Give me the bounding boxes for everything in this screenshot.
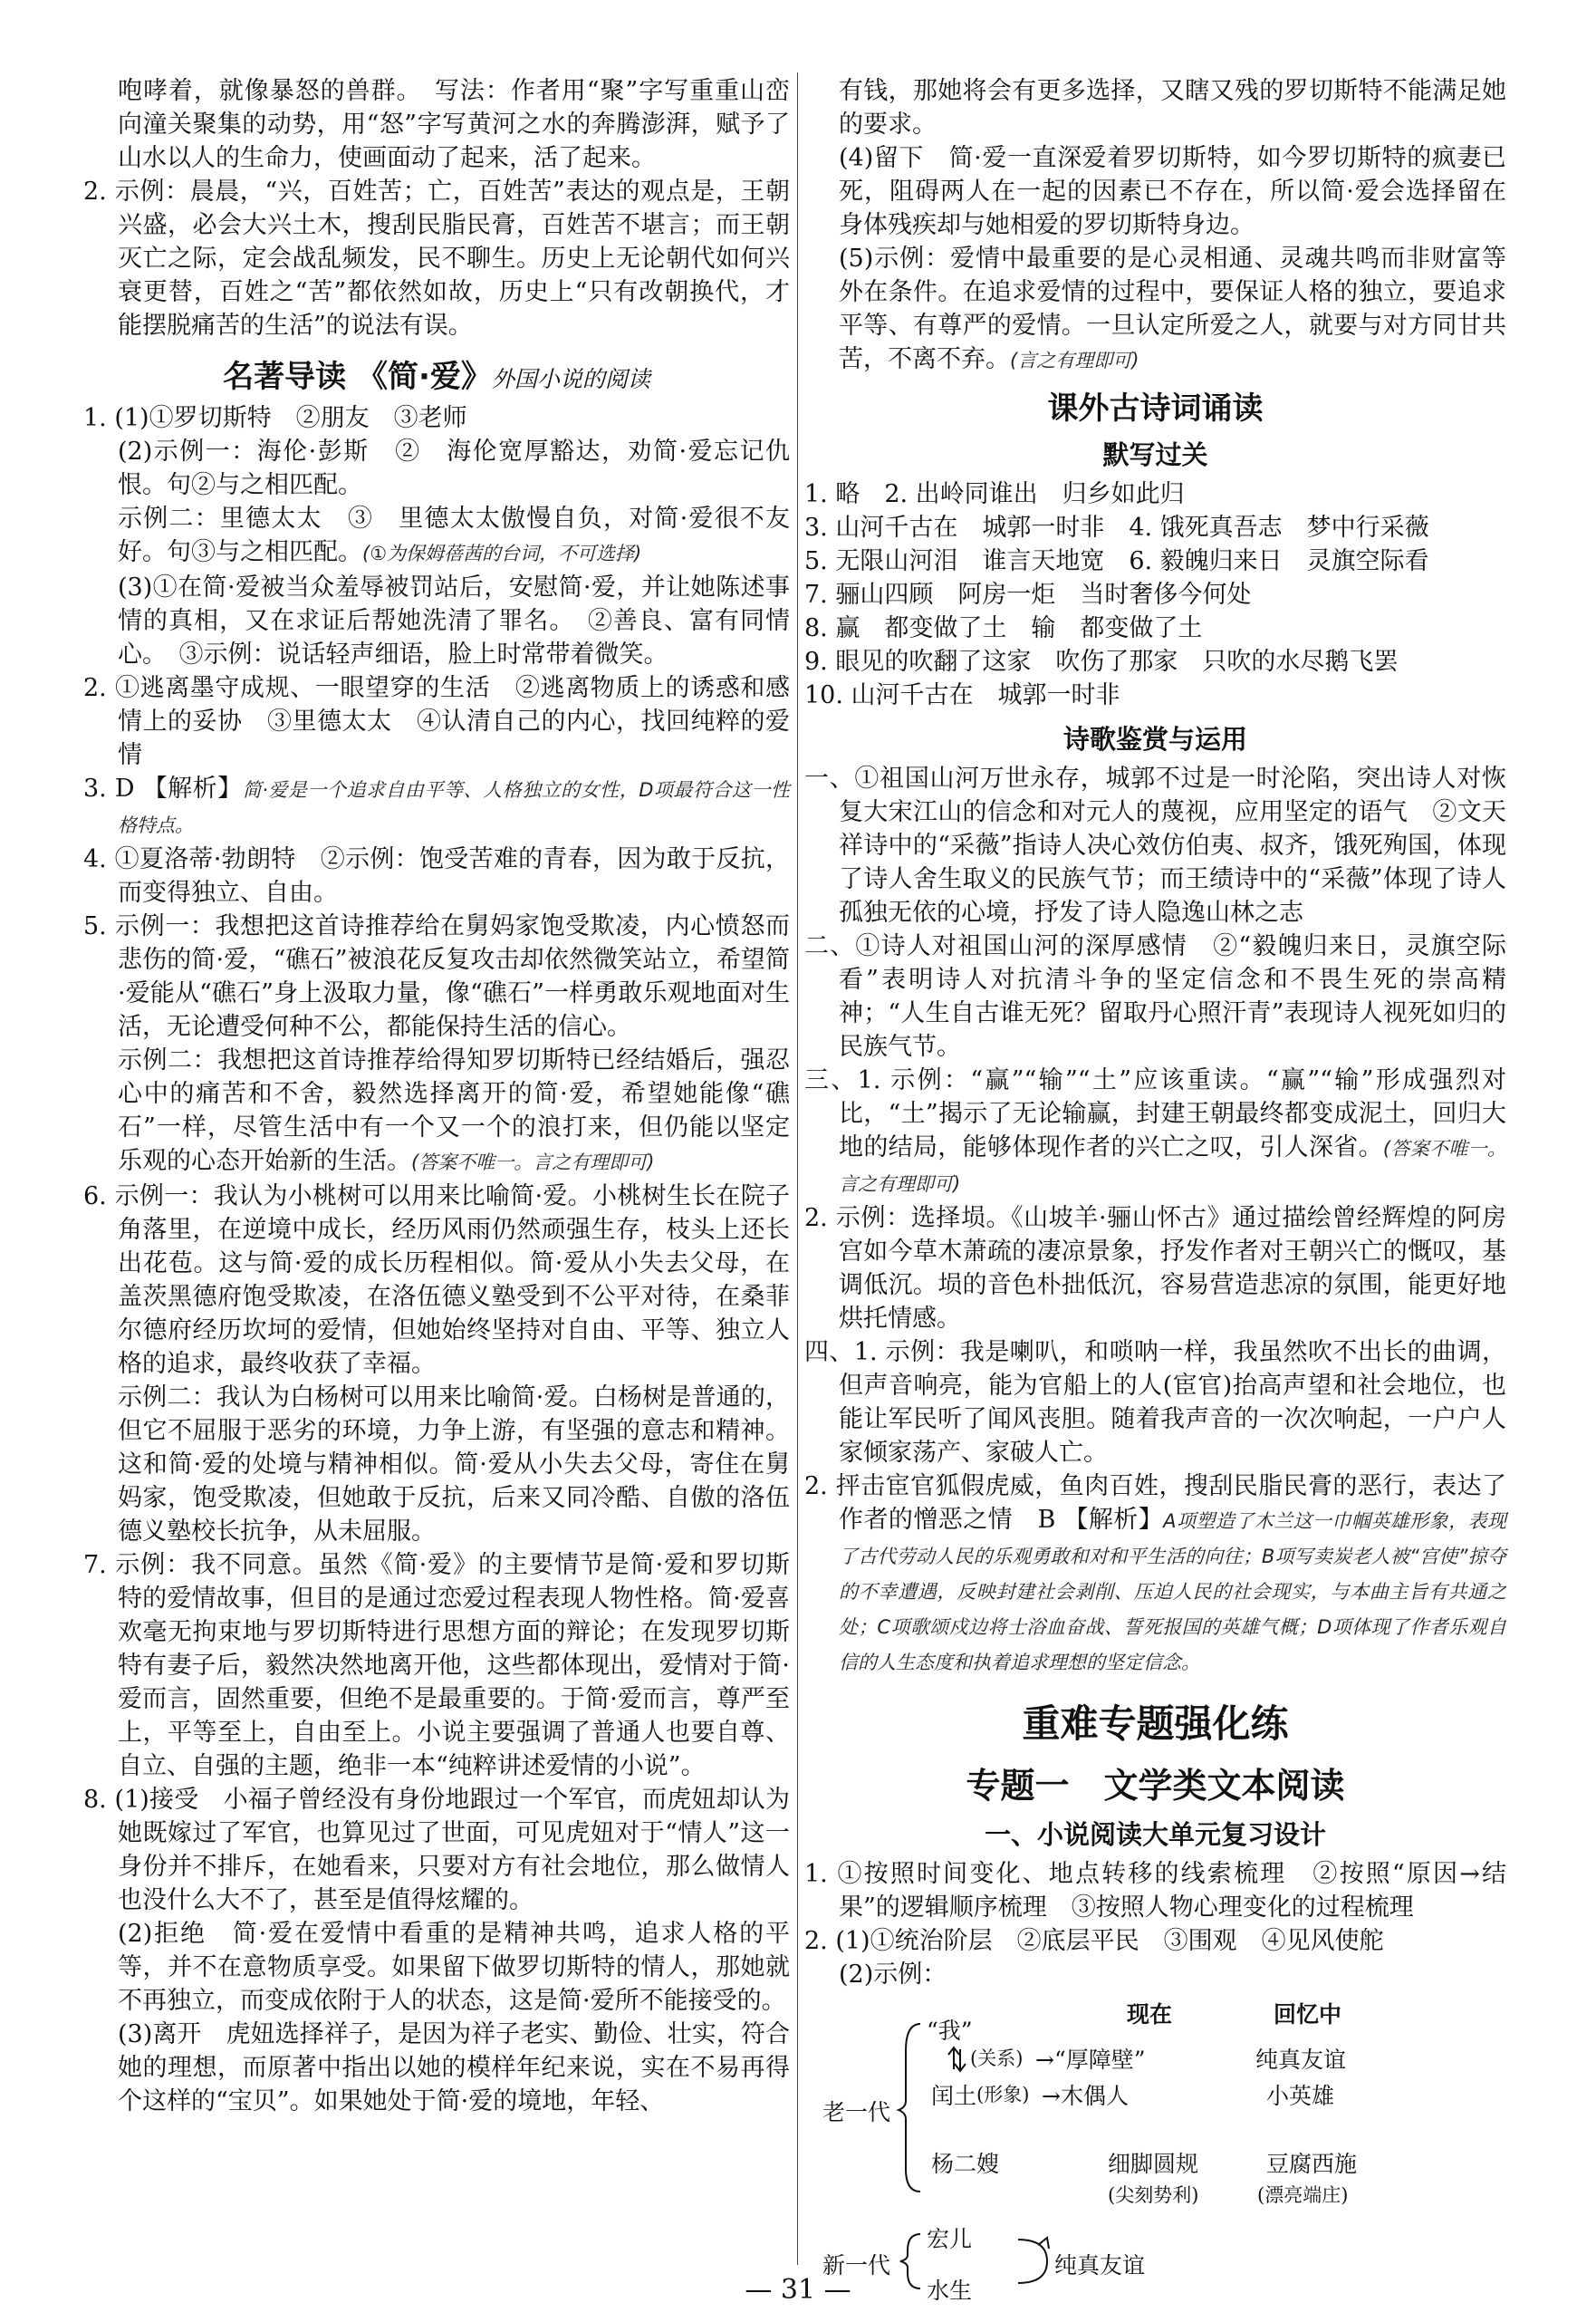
page-number: — 31 — bbox=[745, 2274, 851, 2306]
moxie-1: 1. 略 2. 出岭同谁出 归乡如此归 bbox=[804, 480, 1185, 508]
diagram-doufuxishi: 豆腐西施 bbox=[1266, 2151, 1358, 2177]
moxie-8: 8. 赢 都变做了土 输 都变做了土 bbox=[804, 614, 1203, 642]
q1c-note: (①为保姆蓓茜的台词，不可选择) bbox=[362, 543, 642, 564]
diagram-honger: 宏儿 bbox=[927, 2226, 973, 2252]
q5a: 5. 示例一：我想把这首诗推荐给在舅妈家饱受欺凌，内心愤怒而悲伤的简·爱，“礁石”被浪花反复攻击却依然微笑站立，希望简·爱能从“礁石”身上汲取力量，像“礁石”一样勇敢乐观地面对生活，无论遭受何种不公，都能保持生活的信心。 bbox=[83, 912, 790, 1041]
diagram-muouren: →木偶人 bbox=[1042, 2083, 1129, 2109]
diagram-col-now: 现在 bbox=[1127, 2001, 1173, 2028]
diagram-chunzhen-1: 纯真友谊 bbox=[1255, 2047, 1347, 2073]
q5b-text: 示例二：我想把这首诗推荐给得知罗切斯特已经结婚后，强忍心中的痛苦和不舍，毅然选择离开的简·爱，希望她能像“礁石”一样，尽管生活中有一个又一个的浪打来，但仍能以坚定乐观的心态开始新的生活。 bbox=[118, 1046, 790, 1175]
q3 bbox=[83, 772, 790, 843]
moxie-10: 10. 山河千古在 城郭一时非 bbox=[804, 681, 1120, 709]
topic-q1: 1. ①按照时间变化、地点转移的线索梳理 ②按照“原因→结果”的逻辑顺序梳理 ③按照人物心理变化的过程梳理 bbox=[804, 1860, 1506, 1922]
mingzhu-caption: 外国小说的阅读 bbox=[491, 366, 650, 392]
q5b bbox=[83, 1044, 790, 1180]
column-divider bbox=[797, 72, 798, 2265]
topic-subheading: 一、小说阅读大单元复习设计 bbox=[984, 1819, 1326, 1850]
jianshang-2: 二、①诗人对祖国山河的深厚感情 ②“毅魄归来日，灵旗空际看”表明诗人对抗清斗争的坚定信念和不畏生死的崇高精神；“人生自古谁无死？留取丹心照汗青”表现诗人视死如归的民族气节。 bbox=[804, 932, 1506, 1061]
subsection-jianshang-heading: 诗歌鉴赏与运用 bbox=[1062, 724, 1247, 755]
right-p2-note: (言之有理即可) bbox=[1010, 350, 1139, 371]
q1c bbox=[83, 502, 790, 571]
diagram-runtu: 闰土 bbox=[931, 2083, 977, 2109]
q3-note: 简·爱是一个追求自由平等、人格独立的女性，D项最符合这一性格特点。 bbox=[118, 779, 791, 836]
q1c-text: 示例二：里德太太 ③ 里德太太傲慢自负，对简·爱很不友好。句③与之相匹配。 bbox=[118, 505, 790, 566]
right-p2 bbox=[804, 242, 1506, 378]
q1b: (2)示例一：海伦·彭斯 ② 海伦宽厚豁达，劝简·爱忘记仇恨。句②与之相匹配。 bbox=[118, 438, 790, 499]
q4: 4. ①夏洛蒂·勃朗特 ②示例：饱受苦难的青春，因为敢于反抗，而变得独立、自由。 bbox=[83, 845, 790, 907]
q1a: 1. (1)①罗切斯特 ②朋友 ③老师 bbox=[83, 404, 467, 432]
diagram-piaoliang: (漂亮端庄) bbox=[1257, 2184, 1349, 2206]
diagram-xiaoyingxiong: 小英雄 bbox=[1266, 2083, 1335, 2109]
jianshang-3a bbox=[804, 1064, 1506, 1201]
mingzhu-title: 名著导读 《简·爱》 bbox=[223, 359, 492, 395]
jianshang-3a-text: 三、1. 示例：“赢”“输”“土”应该重读。“赢”“输”形成强烈对比，“土”揭示了无论输赢，封建王朝最终都变成泥土，回归大地的结局，能够体现作者的兴亡之叹，引人深省。 bbox=[804, 1066, 1506, 1161]
jianshang-3b: 2. 示例：选择埙。《山坡羊·骊山怀古》通过描绘曾经辉煌的阿房宫如今草木萧疏的凄凉景象，抒发作者对王朝兴亡的慨叹，基调低沉。埙的音色朴拙低沉，容易营造悲凉的氛围，能更好地烘托情感。 bbox=[804, 1204, 1506, 1333]
q6a: 6. 示例一：我认为小桃树可以用来比喻简·爱。小桃树生长在院子角落里，在逆境中成长，经历风雨仍然顽强生存，枝头上还长出花苞。这与简·爱的成长历程相似。简·爱从小失去父母，在盖茨黑德府饱受欺凌，在洛伍德义塾受到不公平对待，在桑菲尔德府经历坎坷的爱情，但她始终坚持对自由、平等、独立人格的追求，最终收获了幸福。 bbox=[83, 1182, 790, 1378]
topic-heading: 专题一 文学类文本阅读 bbox=[966, 1766, 1345, 1806]
diagram-houzhangbi: →“厚障壁” bbox=[1035, 2047, 1146, 2073]
subsection-moxie-heading: 默写过关 bbox=[1102, 439, 1208, 470]
jianshang-4a: 四、1. 示例：我是喇叭，和唢呐一样，我虽然吹不出长的曲调，但声音响亮，能为官船上的人(宦官)抬高声望和社会地位，也能让军民听了闻风丧胆。随着我声音的一次次响起，一户户人家倾家荡产、家破人亡。 bbox=[804, 1338, 1506, 1467]
diagram-xijiaoyuangui: 细脚圆规 bbox=[1108, 2151, 1199, 2177]
diagram-jianke: (尖刻势利) bbox=[1108, 2184, 1199, 2206]
right-p2-text: (5)示例：爱情中最重要的是心灵相通、灵魂共鸣而非财富等外在条件。在追求爱情的过程中，要保证人格的独立，要追求平等、有尊严的爱情。一旦认定所爱之人，就要与对方同甘共苦，不离不弃。 bbox=[839, 245, 1506, 373]
jianshang-4b-text: 2. 抨击宦官狐假虎威，鱼肉百姓，搜刮民脂民膏的恶行，表达了作者的憎恶之情 B 【解析】 bbox=[804, 1472, 1506, 1534]
q7: 7. 示例：我不同意。虽然《简·爱》的主要情节是简·爱和罗切斯特的爱情故事，但目的是通过恋爱过程表现人物性格。简·爱喜欢毫无拘束地与罗切斯特进行思想方面的辩论；在发现罗切斯特有妻子后，毅然决然地离开他，这些都体现出，爱情对于简·爱而言，固然重要，但绝不是最重要的。于简·爱而言，尊严至上，平等至上，自由至上。小说主要强调了普通人也要自尊、自立、自强的主题，绝非一本“纯粹讲述爱情的小说”。 bbox=[83, 1551, 790, 1780]
q2: 2. ①逃离墨守成规、一眼望穿的生活 ②逃离物质上的诱惑和感情上的妥协 ③里德太太 ④认清自己的内心，找回纯粹的爱情 bbox=[83, 674, 790, 769]
q5b-note: (答案不唯一。言之有理即可) bbox=[411, 1151, 655, 1173]
right-p1: (4)留下 简·爱一直深爱着罗切斯特，如今罗切斯特的疯妻已死，阻碍两人在一起的因素已不存在，所以简·爱会选择留在身体残疾却与她相爱的罗切斯特身边。 bbox=[839, 144, 1506, 239]
left-column bbox=[83, 74, 790, 2118]
topic-q2a: 2. (1)①统治阶层 ②底层平民 ③围观 ④见风使舵 bbox=[804, 1927, 1384, 1955]
left-p0: 咆哮着，就像暴怒的兽群。 写法：作者用“聚”字写重重山峦向潼关聚集的动势，用“怒”字写黄河之水的奔腾澎湃，赋予了山水以人的生命力，使画面动了起来，活了起来。 bbox=[118, 77, 790, 172]
mingzhu-heading bbox=[83, 352, 790, 396]
jianshang-4b-note: A项塑造了木兰这一巾帼英雄形象，表现了古代劳动人民的乐观勇敢和对和平生活的向往；B项写卖炭老人被“宫使”掠夺的不幸遭遇，反映封建社会剥削、压迫人民的社会现实，与本曲主旨有共通之处；C项歌颂戍边将士浴血奋战、誓死报国的英雄气概；D项体现了作者乐观自信的人生态度和执着追求理想的坚定信念。 bbox=[839, 1510, 1506, 1673]
moxie-5: 5. 无限山河泪 谁言天地宽 6. 毅魄归来日 灵旗空际看 bbox=[804, 547, 1429, 575]
jianshang-4b bbox=[804, 1469, 1506, 1680]
q8a: 8. (1)接受 小福子曾经没有身份地跟过一个军官，而虎妞却认为她既嫁过了军官，也算见过了世面，可见虎妞对于“情人”这一身份并不排斥，在她看来，只要对方有社会地位，那么做情人也没什么大不了，甚至是值得炫耀的。 bbox=[83, 1786, 790, 1914]
section-gushi-heading: 课外古诗词诵读 bbox=[1047, 390, 1264, 427]
q3-text: 3. D 【解析】 bbox=[83, 775, 243, 803]
moxie-7: 7. 骊山四顾 阿房一炬 当时奢侈今何处 bbox=[804, 581, 1252, 609]
q8b: (2)拒绝 简·爱在爱情中看重的是精神共鸣，追求人格的平等，并不在意物质享受。如果留下做罗切斯特的情人，那她就不再独立，而变成依附于人的状态，这是简·爱所不能接受的。 bbox=[118, 1920, 790, 2015]
diagram-yangersao: 杨二嫂 bbox=[931, 2151, 1000, 2177]
diagram-laoyidai: 老一代 bbox=[822, 2099, 891, 2125]
big-section-heading: 重难专题强化练 bbox=[1022, 1701, 1289, 1746]
character-diagram bbox=[804, 1997, 1506, 2304]
q6b: 示例二：我认为白杨树可以用来比喻简·爱。白杨树是普通的，但它不屈服于恶劣的环境，力争上游，有坚强的意志和精神。这和简·爱的处境与精神相似。简·爱从小失去父母，寄住在舅妈家，饱受欺凌，但她敢于反抗，后来又同冷酷、自傲的洛伍德义塾校长抗争，从未屈服。 bbox=[118, 1383, 790, 1546]
moxie-3: 3. 山河千古在 城郭一时非 4. 饿死真吾志 梦中行采薇 bbox=[804, 514, 1429, 542]
diagram-col-past: 回忆中 bbox=[1274, 2001, 1342, 2028]
diagram-wo: “我” bbox=[927, 2018, 973, 2044]
q8c: (3)离开 虎妞选择祥子，是因为祥子老实、勤俭、壮实，符合她的理想，而原著中指出以她的模样年纪来说，实在不易再得个这样的“宝贝”。如果她处于简·爱的境地，年轻、 bbox=[118, 2020, 790, 2115]
q1d: (3)①在简·爱被当众羞辱被罚站后，安慰简·爱，并让她陈述事情的真相，又在求证后帮她洗清了罪名。 ②善良、富有同情心。 ③示例：说话轻声细语，脸上时常带着微笑。 bbox=[118, 573, 790, 669]
right-p0: 有钱，那她将会有更多选择，又瞎又残的罗切斯特不能满足她的要求。 bbox=[839, 77, 1506, 139]
diagram-chunzhen-2: 纯真友谊 bbox=[1054, 2252, 1146, 2279]
left-p1: 2. 示例：晨晨，“兴，百姓苦；亡，百姓苦”表达的观点是，王朝兴盛，必会大兴土木，搜刮民脂民膏，百姓苦不堪言；而王朝灭亡之际，定会战乱频发，民不聊生。历史上无论朝代如何兴衰更替，百姓之“苦”都依然如故，历史上“只有改朝换代，才能摆脱痛苦的生活”的说法有误。 bbox=[83, 178, 790, 340]
right-column bbox=[804, 74, 1506, 2304]
diagram-shuisheng: 水生 bbox=[927, 2278, 973, 2304]
moxie-9: 9. 眼见的吹翻了这家 吹伤了那家 只吹的水尽鹅飞罢 bbox=[804, 648, 1399, 676]
diagram-xingxiang: (形象) bbox=[976, 2084, 1030, 2105]
jianshang-3a-note: (答案不唯一。言之有理即可) bbox=[839, 1138, 1506, 1195]
diagram-guanxi: (关系) bbox=[970, 2047, 1024, 2069]
diagram-xinyidai: 新一代 bbox=[822, 2252, 891, 2279]
topic-q2b: (2)示例： bbox=[839, 1961, 947, 1989]
jianshang-1: 一、①祖国山河万世永存，城郭不过是一时沦陷，突出诗人对恢复大宋江山的信念和对元人的蔑视，应用坚定的语气 ②文天祥诗中的“采薇”指诗人决心效仿伯夷、叔齐，饿死殉国，体现了诗人舍生取义的民族气节；而王绩诗中的“采薇”体现了诗人孤独无依的心境，抒发了诗人隐逸山林之志 bbox=[804, 765, 1506, 927]
